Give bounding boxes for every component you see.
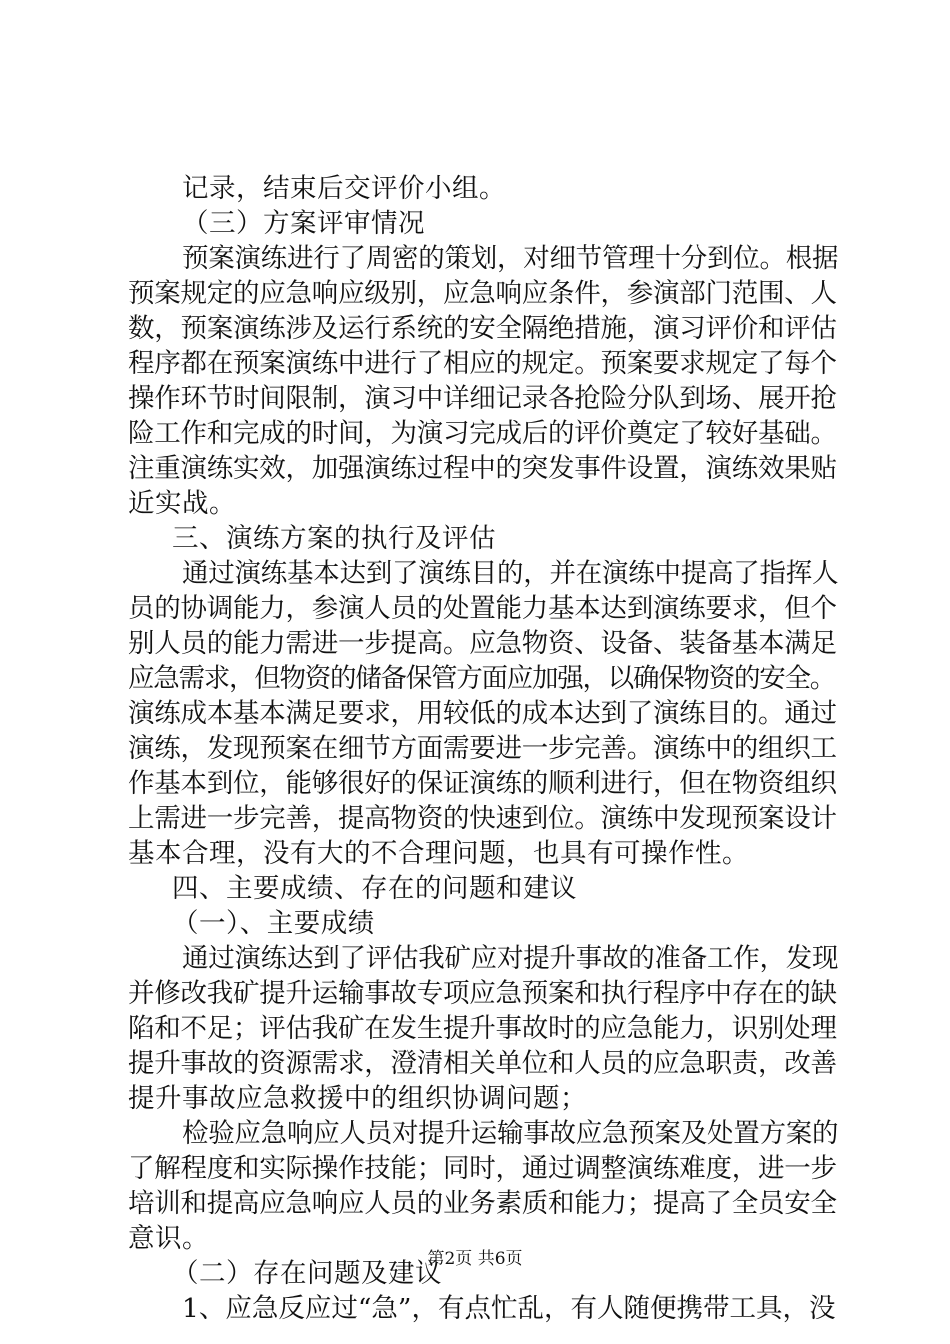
text-line: 操作环节时间限制，演习中详细记录各抢险分队到场、展开抢 xyxy=(128,383,837,414)
section-heading: 三、演练方案的执行及评估 xyxy=(172,523,496,554)
text-line: 通过演练基本达到了演练目的，并在演练中提高了指挥人 xyxy=(182,558,839,589)
text-line: 上需进一步完善，提高物资的快速到位。演练中发现预案设计 xyxy=(128,803,837,834)
text-line: 提升事故的资源需求，澄清相关单位和人员的应急职责，改善 xyxy=(128,1048,837,1079)
text-line: 别人员的能力需进一步提高。应急物资、设备、装备基本满足 xyxy=(128,628,837,659)
page-number-footer: 第2页 共6页 xyxy=(427,1249,523,1269)
text-line: 了解程度和实际操作技能；同时，通过调整演练难度，进一步 xyxy=(128,1153,837,1184)
text-line: 演练，发现预案在细节方面需要进一步完善。演练中的组织工 xyxy=(128,733,837,764)
text-line: 陷和不足；评估我矿在发生提升事故时的应急能力，识别处理 xyxy=(128,1013,837,1044)
text-line: 员的协调能力，参演人员的处置能力基本达到演练要求，但个 xyxy=(128,593,837,624)
text-line: 应急需求，但物资的储备保管方面应加强，以确保物资的安全。 xyxy=(128,663,835,694)
text-line: 基本合理，没有大的不合理问题，也具有可操作性。 xyxy=(128,838,749,869)
text-line: 近实战。 xyxy=(128,488,236,519)
text-line: 演练成本基本满足要求，用较低的成本达到了演练目的。通过 xyxy=(128,698,837,729)
text-line: 注重演练实效，加强演练过程中的突发事件设置，演练效果贴 xyxy=(128,453,837,484)
text-line: 通过演练达到了评估我矿应对提升事故的准备工作，发现 xyxy=(182,943,839,974)
section-heading: （一）、主要成绩 xyxy=(172,908,375,939)
text-line: 意识。 xyxy=(128,1223,209,1254)
text-line: 作基本到位，能够很好的保证演练的顺利进行，但在物资组织 xyxy=(128,768,837,799)
text-line: 1、应急反应过“急”，有点忙乱，有人随便携带工具，没 xyxy=(182,1293,836,1324)
text-line: 培训和提高应急响应人员的业务素质和能力；提高了全员安全 xyxy=(128,1188,837,1219)
text-line: 并修改我矿提升运输事故专项应急预案和执行程序中存在的缺 xyxy=(128,978,837,1009)
text-line: 程序都在预案演练中进行了相应的规定。预案要求规定了每个 xyxy=(128,348,837,379)
section-heading: 四、主要成绩、存在的问题和建议 xyxy=(172,873,577,904)
section-heading: （三）方案评审情况 xyxy=(182,208,425,239)
text-line: 记录，结束后交评价小组。 xyxy=(182,173,506,204)
section-heading: （二）存在问题及建议 xyxy=(172,1258,442,1289)
text-line: 险工作和完成的时间，为演习完成后的评价奠定了较好基础。 xyxy=(128,418,837,449)
text-line: 预案规定的应急响应级别，应急响应条件，参演部门范围、人 xyxy=(128,278,837,309)
text-line: 检验应急响应人员对提升运输事故应急预案及处置方案的 xyxy=(182,1118,839,1149)
text-line: 数，预案演练涉及运行系统的安全隔绝措施，演习评价和评估 xyxy=(128,313,837,344)
text-line: 预案演练进行了周密的策划，对细节管理十分到位。根据 xyxy=(182,243,839,274)
text-line: 提升事故应急救援中的组织协调问题； xyxy=(128,1083,587,1114)
